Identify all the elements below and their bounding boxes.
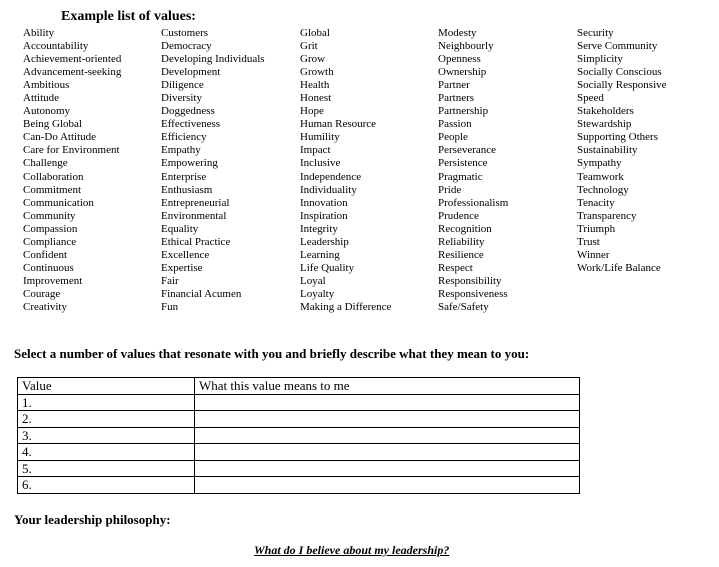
value-item: Achievement-oriented: [23, 53, 122, 66]
value-item: Speed: [577, 92, 604, 105]
value-item: Effectiveness: [161, 118, 221, 131]
values-column-2: [161, 27, 265, 314]
value-item: Confident: [23, 248, 67, 261]
value-item: Modesty: [438, 27, 477, 39]
value-item: Integrity: [300, 222, 338, 235]
value-item: Growth: [300, 66, 334, 79]
value-item: Security: [577, 27, 614, 39]
value-item: Tenacity: [577, 196, 615, 209]
value-item: Inclusive: [300, 157, 341, 170]
value-item: Safe/Safety: [438, 300, 489, 313]
value-item: Expertise: [161, 261, 203, 274]
leadership-question: What do I believe about my leadership?: [254, 543, 450, 557]
value-item: Openness: [438, 53, 481, 66]
value-item: Partnership: [438, 105, 489, 118]
values-column-4: [438, 27, 508, 314]
value-item: Entrepreneurial: [161, 196, 230, 209]
value-item: Teamwork: [577, 170, 624, 183]
value-item: Democracy: [161, 40, 212, 53]
value-item: Advancement-seeking: [23, 66, 122, 79]
value-item: Ethical Practice: [161, 235, 231, 248]
value-item: Empowering: [161, 157, 218, 170]
value-item: Efficiency: [161, 131, 207, 144]
value-item: Community: [23, 209, 76, 222]
value-item: Empathy: [161, 144, 201, 157]
values-column-5: [577, 27, 667, 275]
value-item: Hope: [300, 105, 324, 118]
value-item: Impact: [300, 144, 331, 157]
values-table: [17, 377, 580, 494]
value-item: Human Resource: [300, 118, 377, 131]
value-item: Passion: [438, 118, 472, 131]
value-item: Creativity: [23, 300, 67, 313]
value-item: Equality: [161, 222, 199, 235]
value-item: Health: [300, 79, 330, 92]
value-item: Diligence: [161, 79, 204, 92]
value-item: Grit: [300, 40, 318, 53]
value-item: Independence: [300, 170, 362, 183]
table-row: [18, 411, 580, 428]
value-item: Prudence: [438, 209, 479, 222]
value-item: Ownership: [438, 66, 487, 79]
value-item: People: [438, 131, 468, 144]
meaning-cell[interactable]: [195, 427, 580, 444]
value-item: Trust: [577, 235, 600, 248]
value-item: Triumph: [577, 222, 616, 235]
value-item: Socially Responsive: [577, 79, 667, 92]
header-meaning: What this value means to me: [195, 378, 580, 395]
value-item: Environmental: [161, 209, 227, 222]
value-item: Grow: [300, 53, 326, 66]
value-item: Technology: [577, 183, 629, 196]
meaning-cell[interactable]: [195, 411, 580, 428]
value-item: Enterprise: [161, 170, 207, 183]
value-item: Responsiveness: [438, 287, 508, 300]
value-item: Ambitious: [23, 79, 70, 92]
value-item: Stewardship: [577, 118, 632, 131]
value-item: Transparency: [577, 209, 637, 222]
value-item: Resilience: [438, 248, 484, 261]
value-item: Ability: [23, 27, 55, 39]
value-item: Diversity: [161, 92, 202, 105]
value-item: Learning: [300, 248, 340, 261]
value-item: Developing Individuals: [161, 53, 265, 66]
meaning-cell[interactable]: [195, 477, 580, 494]
values-column-1: [23, 27, 121, 314]
value-item: Collaboration: [23, 170, 84, 183]
row-number: 4.: [18, 444, 195, 461]
value-item: Respect: [438, 261, 473, 274]
meaning-cell[interactable]: [195, 444, 580, 461]
value-item: Customers: [161, 27, 209, 39]
value-item: Work/Life Balance: [577, 261, 661, 274]
value-item: Being Global: [23, 118, 82, 131]
row-number: 5.: [18, 460, 195, 477]
value-item: Fair: [161, 274, 179, 287]
row-number: 3.: [18, 427, 195, 444]
value-item: Fun: [161, 300, 179, 313]
value-item: Autonomy: [23, 105, 71, 118]
value-item: Neighbourly: [438, 40, 494, 53]
value-item: Perseverance: [438, 144, 497, 157]
value-item: Humility: [300, 131, 340, 144]
value-item: Reliability: [438, 235, 485, 248]
meaning-cell[interactable]: [195, 394, 580, 411]
value-item: Communication: [23, 196, 94, 209]
value-item: Socially Conscious: [577, 66, 662, 79]
value-item: Courage: [23, 287, 61, 300]
value-item: Compliance: [23, 235, 77, 248]
values-column-3: [300, 27, 391, 314]
meaning-cell[interactable]: [195, 460, 580, 477]
value-item: Serve Community: [577, 40, 658, 53]
value-item: Commitment: [23, 183, 82, 196]
value-item: Life Quality: [300, 261, 355, 274]
value-item: Excellence: [161, 248, 210, 261]
value-item: Professionalism: [438, 196, 509, 209]
row-number: 6.: [18, 477, 195, 494]
value-item: Leadership: [300, 235, 349, 248]
value-item: Development: [161, 66, 221, 79]
value-item: Loyalty: [300, 287, 335, 300]
value-item: Recognition: [438, 222, 492, 235]
value-item: Partner: [438, 79, 470, 92]
value-item: Global: [300, 27, 330, 39]
value-item: Sympathy: [577, 157, 622, 170]
row-number: 1.: [18, 394, 195, 411]
value-item: Compassion: [23, 222, 78, 235]
table-row: [18, 394, 580, 411]
value-item: Stakeholders: [577, 105, 634, 118]
value-item: Persistence: [438, 157, 488, 170]
value-item: Attitude: [23, 92, 60, 105]
value-item: Partners: [438, 92, 475, 105]
value-item: Innovation: [300, 196, 348, 209]
table-row: [18, 444, 580, 461]
value-item: Accountability: [23, 40, 89, 53]
value-item: Honest: [300, 92, 332, 105]
value-item: Can-Do Attitude: [23, 131, 97, 144]
values-heading: Example list of values:: [61, 9, 196, 24]
value-item: Sustainability: [577, 144, 638, 157]
leadership-philosophy-heading: Your leadership philosophy:: [14, 512, 171, 527]
value-item: Loyal: [300, 274, 326, 287]
table-row: [18, 460, 580, 477]
value-item: Doggedness: [161, 105, 215, 118]
value-item: Pride: [438, 183, 462, 196]
table-header-row: [18, 378, 580, 395]
instruction-text: Select a number of values that resonate with you and briefly describe what they mean to you:: [14, 346, 530, 361]
row-number: 2.: [18, 411, 195, 428]
value-item: Winner: [577, 248, 610, 261]
value-item: Financial Acumen: [161, 287, 242, 300]
value-item: Challenge: [23, 157, 68, 170]
value-item: Simplicity: [577, 53, 623, 66]
table-row: [18, 427, 580, 444]
value-item: Continuous: [23, 261, 74, 274]
value-item: Enthusiasm: [161, 183, 213, 196]
value-item: Making a Difference: [300, 300, 392, 313]
value-item: Inspiration: [300, 209, 348, 222]
value-item: Pragmatic: [438, 170, 483, 183]
table-row: [18, 477, 580, 494]
value-item: Care for Environment: [23, 144, 120, 157]
value-item: Individuality: [300, 183, 357, 196]
value-item: Responsibility: [438, 274, 502, 287]
value-item: Supporting Others: [577, 131, 658, 144]
header-value: Value: [18, 378, 195, 395]
value-item: Improvement: [23, 274, 83, 287]
